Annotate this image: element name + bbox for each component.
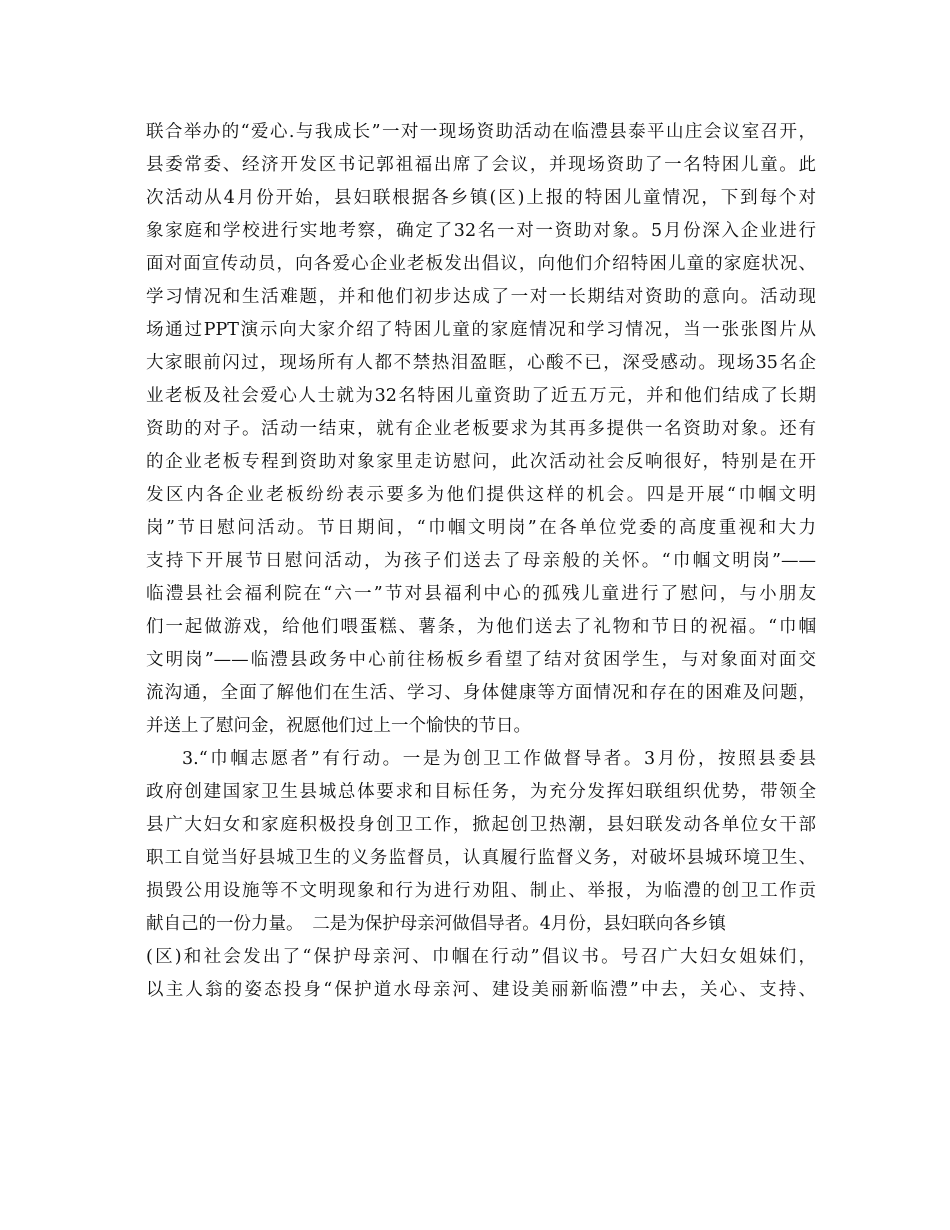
text-line: 联合举办的“爱心.与我成长”一对一现场资助活动在临澧县泰平山庄会议室召开， [146,122,816,142]
text-line: 支持下开展节日慰问活动，为孩子们送去了母亲般的关怀。“巾帼文明岗”—— [146,551,816,571]
text-line: 象家庭和学校进行实地考察，确定了32名一对一资助对象。5月份深入企业进行 [146,221,816,241]
text-line: 损毁公用设施等不文明现象和行为进行劝阻、制止、举报，为临澧的创卫工作贡 [146,881,816,901]
text-line: 业老板及社会爱心人士就为32名特困儿童资助了近五万元，并和他们结成了长期 [146,386,816,406]
text-line: 发区内各企业老板纷纷表示要多为他们提供这样的机会。四是开展“巾帼文明 [146,485,816,505]
text-line: 面对面宣传动员，向各爱心企业老板发出倡议，向他们介绍特困儿童的家庭状况、 [146,254,816,274]
text-line: 政府创建国家卫生县城总体要求和目标任务，为充分发挥妇联组织优势，带领全 [146,782,816,802]
document-body [146,116,816,1007]
text-line: (区)和社会发出了“保护母亲河、巾帼在行动”倡议书。号召广大妇女姐妹们， [146,947,816,967]
text-line: 的企业老板专程到资助对象家里走访慰问，此次活动社会反响很好，特别是在开 [146,452,816,472]
text-line: 岗”节日慰问活动。节日期间，“巾帼文明岗”在各单位党委的高度重视和大力 [146,518,816,538]
text-line: 临澧县社会福利院在“六一”节对县福利中心的孤残儿童进行了慰问，与小朋友 [146,584,816,604]
paragraph-end-line: 并送上了慰问金，祝愿他们过上一个愉快的节日。 [146,716,531,736]
text-line: 们一起做游戏，给他们喂蛋糕、薯条，为他们送去了礼物和节日的祝福。“巾帼 [146,617,816,637]
text-line: 县广大妇女和家庭积极投身创卫工作，掀起创卫热潮，县妇联发动各单位女干部 [146,815,816,835]
text-line: 以主人翁的姿态投身“保护道水母亲河、建设美丽新临澧”中去，关心、支持、 [146,980,816,1000]
text-line: 县委常委、经济开发区书记郭祖福出席了会议，并现场资助了一名特困儿童。此 [146,155,816,175]
text-line: 大家眼前闪过，现场所有人都不禁热泪盈眶，心酸不已，深受感动。现场35名企 [146,353,816,373]
text-line: 次活动从4月份开始，县妇联根据各乡镇(区)上报的特困儿童情况，下到每个对 [146,188,816,208]
text-line: 学习情况和生活难题，并和他们初步达成了一对一长期结对资助的意向。活动现 [146,287,816,307]
text-line: 职工自觉当好县城卫生的义务监督员，认真履行监督义务，对破坏县城环境卫生、 [146,848,816,868]
text-line: 流沟通，全面了解他们在生活、学习、身体健康等方面情况和存在的困难及问题， [146,683,816,703]
text-line: 文明岗”——临澧县政务中心前往杨板乡看望了结对贫困学生，与对象面对面交 [146,650,816,670]
text-line: 献自己的一份力量。 二是为保护母亲河做倡导者。4月份，县妇联向各乡镇 [146,914,726,934]
paragraph-start-line: 3.“巾帼志愿者”有行动。一是为创卫工作做督导者。3月份，按照县委县 [182,749,816,769]
text-line: 资助的对子。活动一结束，就有企业老板要求为其再多提供一名资助对象。还有 [146,419,816,439]
text-line: 场通过PPT演示向大家介绍了特困儿童的家庭情况和学习情况，当一张张图片从 [146,320,816,340]
